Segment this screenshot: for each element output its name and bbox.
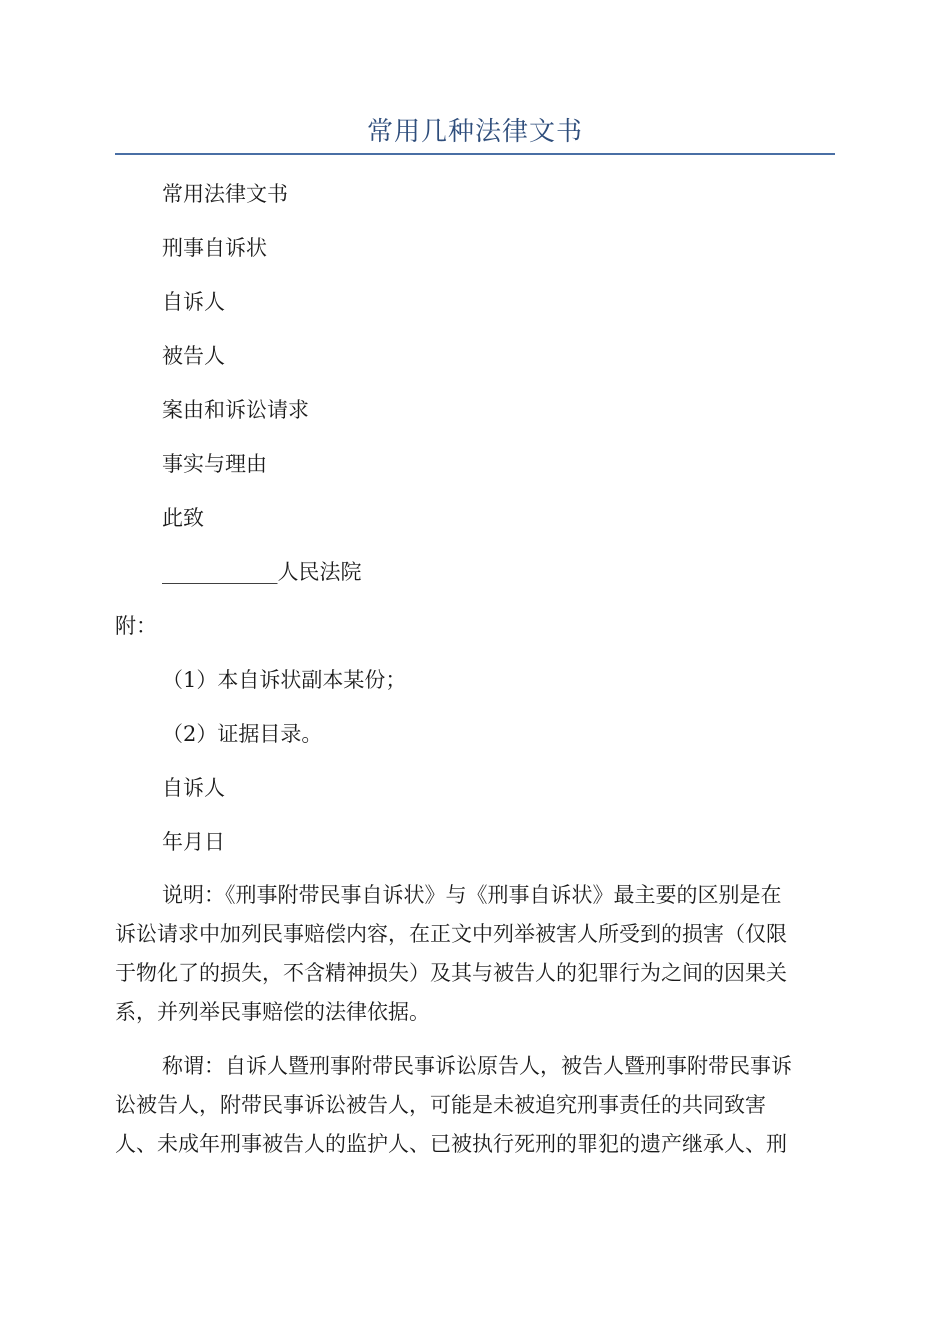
line-doc-type: 刑事自诉状 — [162, 236, 267, 260]
line-attachment-2: （2）证据目录。 — [162, 722, 323, 746]
explanation-line: 系，并列举民事赔偿的法律依据。 — [115, 1000, 430, 1024]
line-court: ___________人民法院 — [162, 560, 362, 584]
line-attachment-label: 附： — [115, 614, 157, 638]
terminology-line: 称谓：自诉人暨刑事附带民事诉讼原告人，被告人暨刑事附带民事诉 — [162, 1054, 792, 1078]
line-signature: 自诉人 — [162, 776, 225, 800]
terminology-line: 人、未成年刑事被告人的监护人、已被执行死刑的罪犯的遗产继承人、刑 — [115, 1132, 787, 1156]
explanation-line: 说明：《刑事附带民事自诉状》与《刑事自诉状》最主要的区别是在 — [162, 883, 782, 907]
title-underline — [115, 153, 835, 155]
line-date: 年月日 — [162, 830, 225, 854]
explanation-paragraph — [115, 876, 835, 1032]
line-plaintiff: 自诉人 — [162, 290, 225, 314]
terminology-line: 讼被告人，附带民事诉讼被告人，可能是未被追究刑事责任的共同致害 — [115, 1093, 766, 1117]
line-cause: 案由和诉讼请求 — [162, 398, 309, 422]
explanation-line: 诉讼请求中加列民事赔偿内容，在正文中列举被害人所受到的损害（仅限 — [115, 922, 787, 946]
document-title: 常用几种法律文书 — [366, 117, 583, 147]
line-attachment-1: （1）本自诉状副本某份； — [162, 668, 407, 692]
line-heading: 常用法律文书 — [162, 182, 288, 206]
line-defendant: 被告人 — [162, 344, 225, 368]
line-salutation: 此致 — [162, 506, 204, 530]
line-facts: 事实与理由 — [162, 452, 267, 476]
explanation-line: 于物化了的损失，不含精神损失）及其与被告人的犯罪行为之间的因果关 — [115, 961, 787, 985]
terminology-paragraph — [115, 1047, 835, 1164]
